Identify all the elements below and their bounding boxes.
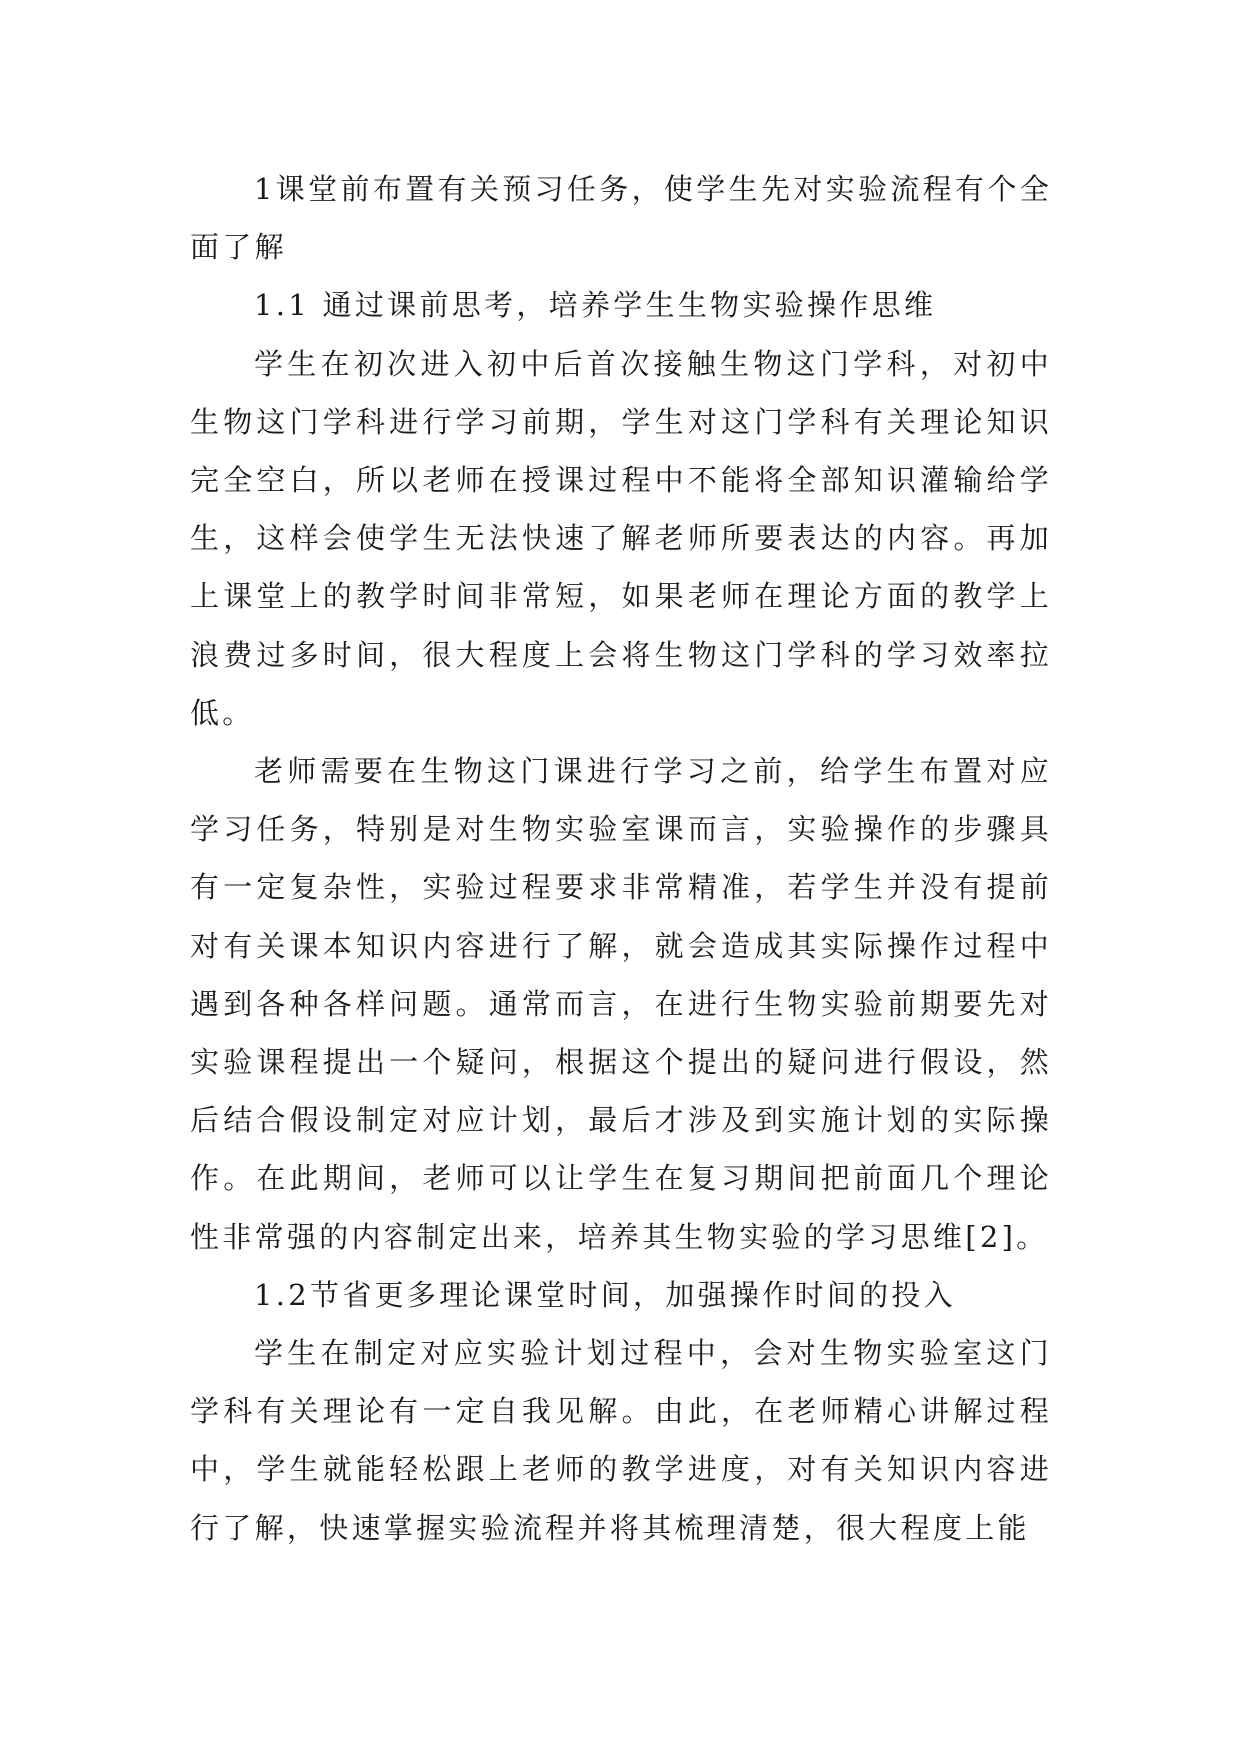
body-paragraph: 学生在制定对应实验计划过程中，会对生物实验室这门学科有关理论有一定自我见解。由此，在老师精心讲解过程中，学生就能轻松跟上老师的教学进度，对有关知识内容进行了解，快速掌握实验流程并将其梳理清楚，很大程度上能 bbox=[190, 1336, 1052, 1545]
subsection-heading: 1.1 通过课前思考，培养学生生物实验操作思维 bbox=[254, 288, 937, 323]
document-page bbox=[190, 160, 1052, 1557]
section-heading: 1课堂前布置有关预习任务，使学生先对实验流程有个全面了解 bbox=[190, 172, 1052, 265]
body-paragraph: 老师需要在生物这门课进行学习之前，给学生布置对应学习任务，特别是对生物实验室课而言，实验操作的步骤具有一定复杂性，实验过程要求非常精准，若学生并没有提前对有关课本知识内容进行了解，就会造成其实际操作过程中遇到各种各样问题。通常而言，在进行生物实验前期要先对实验课程提出一个疑问，根据这个提出的疑问进行假设，然后结合假设制定对应计划，最后才涉及到实施计划的实际操作。在此期间，老师可以让学生在复习期间把前面几个理论性非常强的内容制定出来，培养其生物实验的学习思维[2]。 bbox=[190, 754, 1052, 1254]
subsection-heading: 1.2节省更多理论课堂时间，加强操作时间的投入 bbox=[254, 1277, 957, 1312]
body-paragraph: 学生在初次进入初中后首次接触生物这门学科，对初中生物这门学科进行学习前期，学生对这门学科有关理论知识完全空白，所以老师在授课过程中不能将全部知识灌输给学生，这样会使学生无法快速了解老师所要表达的内容。再加上课堂上的教学时间非常短，如果老师在理论方面的教学上浪费过多时间，很大程度上会将生物这门学科的学习效率拉低。 bbox=[190, 346, 1052, 730]
